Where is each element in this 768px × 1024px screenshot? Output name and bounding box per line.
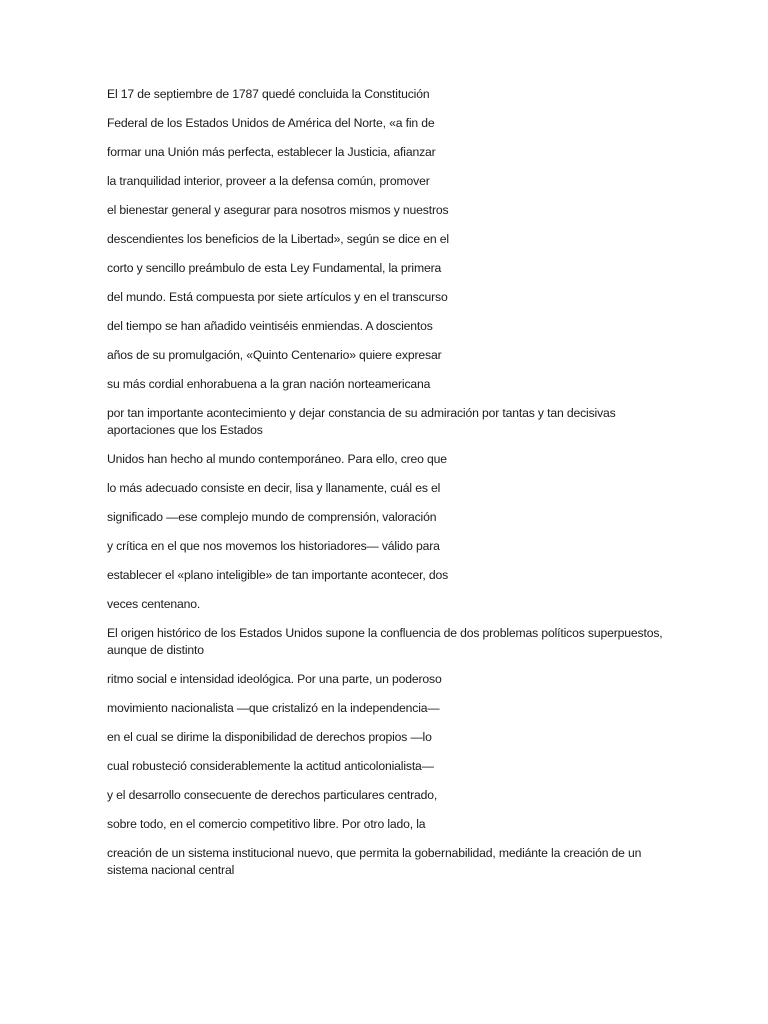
text-line: formar una Unión más perfecta, establecer la Justicia, afianzar — [107, 145, 436, 159]
text-line: significado —ese complejo mundo de comprensión, valoración — [107, 510, 437, 524]
text-line: el bienestar general y asegurar para nosotros mismos y nuestros — [107, 203, 449, 217]
text-line: veces centenano. — [107, 597, 201, 611]
text-line: su más cordial enhorabuena a la gran nación norteamericana — [107, 377, 431, 391]
text-line: El 17 de septiembre de 1787 quedé concluida la Constitución — [107, 87, 430, 101]
text-line: por tan importante acontecimiento y dejar constancia de su admiración por tantas y tan decisivas aportaciones que los Estados — [107, 406, 616, 437]
text-line: corto y sencillo preámbulo de esta Ley Fundamental, la primera — [107, 261, 442, 275]
text-line: Unidos han hecho al mundo contemporáneo. Para ello, creo que — [107, 452, 447, 466]
text-line: la tranquilidad interior, proveer a la defensa común, promover — [107, 174, 430, 188]
text-line: y el desarrollo consecuente de derechos particulares centrado, — [107, 788, 438, 802]
text-line: en el cual se dirime la disponibilidad de derechos propios —lo — [107, 730, 432, 744]
text-line: establecer el «plano inteligible» de tan importante acontecer, dos — [107, 568, 449, 582]
text-line: cual robusteció considerablemente la actitud anticolonialista— — [107, 759, 434, 773]
document-body — [107, 86, 667, 879]
text-line: sobre todo, en el comercio competitivo libre. Por otro lado, la — [107, 817, 426, 831]
text-line: lo más adecuado consiste en decir, lisa y llanamente, cuál es el — [107, 481, 441, 495]
text-line: Federal de los Estados Unidos de América del Norte, «a fin de — [107, 116, 435, 130]
text-line: del mundo. Está compuesta por siete artículos y en el transcurso — [107, 290, 448, 304]
text-line: y crítica en el que nos movemos los historiadores— válido para — [107, 539, 440, 553]
text-line: años de su promulgación, «Quinto Centenario» quiere expresar — [107, 348, 442, 362]
text-line: movimiento nacionalista —que cristalizó en la independencia— — [107, 701, 440, 715]
text-line: del tiempo se han añadido veintiséis enmiendas. A doscientos — [107, 319, 433, 333]
text-line: ritmo social e intensidad ideológica. Por una parte, un poderoso — [107, 672, 442, 686]
text-line: El origen histórico de los Estados Unidos supone la confluencia de dos problemas políticos superpuestos, aunque de distinto — [107, 626, 663, 657]
text-line: creación de un sistema institucional nuevo, que permita la gobernabilidad, mediánte la creación de un sistema nacional central — [107, 846, 642, 877]
text-line: descendientes los beneficios de la Libertad», según se dice en el — [107, 232, 449, 246]
